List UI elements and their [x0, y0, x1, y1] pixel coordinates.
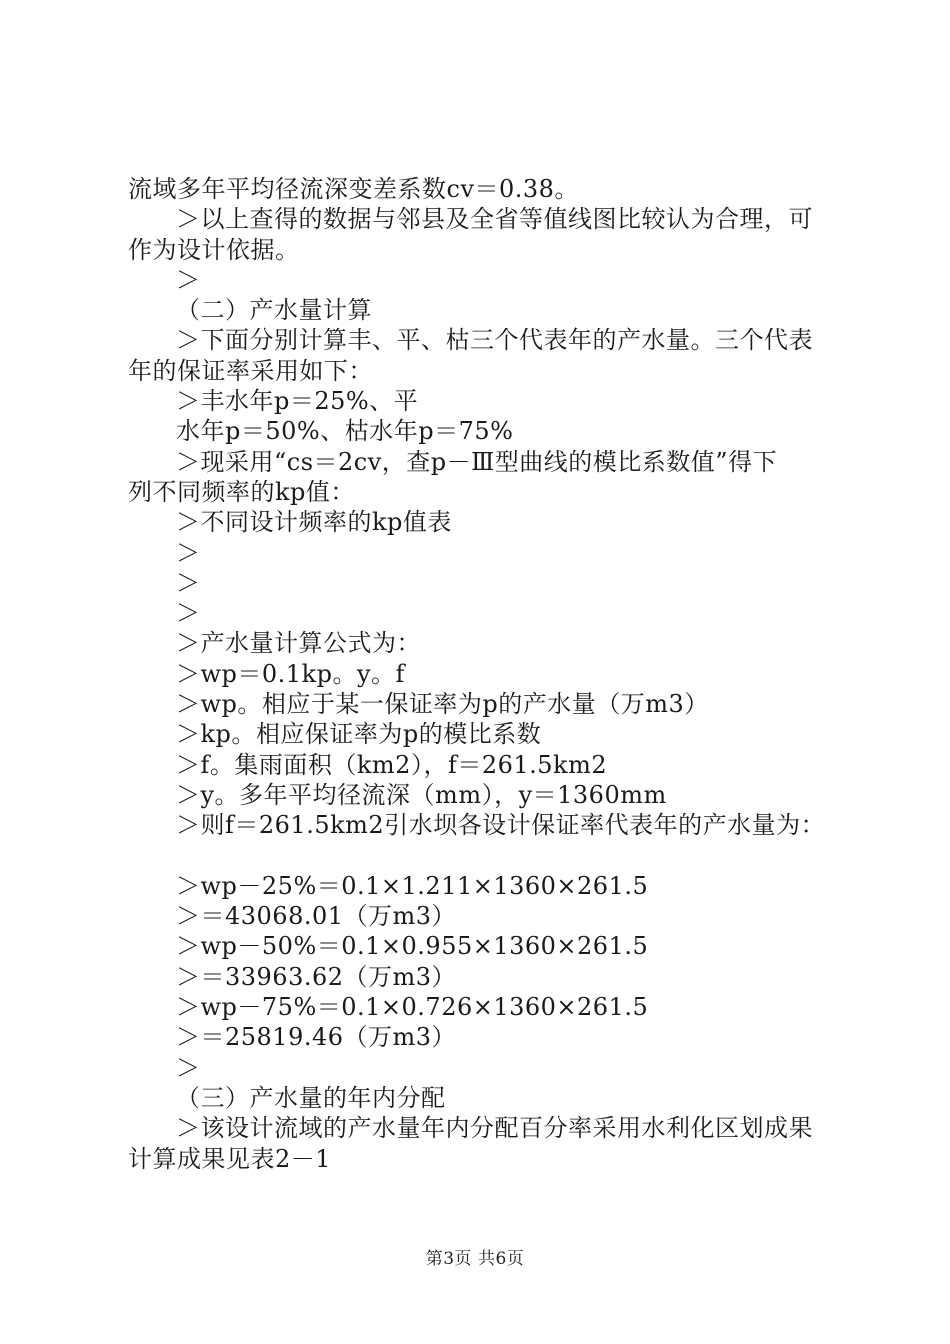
- formula-line: ＞kp。相应保证率为p的模比系数: [176, 720, 542, 749]
- paragraph-line: ＞丰水年p＝25%、平: [176, 387, 419, 416]
- formula-line: ＞＝43068.01（万m3）: [176, 902, 457, 931]
- blank-line: [128, 841, 834, 871]
- page-number-footer: 第3页 共6页: [425, 1249, 525, 1269]
- paragraph-line: 作为设计依据。: [128, 235, 300, 264]
- paragraph-line: ＞则f＝261.5km2引水坝各设计保证率代表年的产水量为：: [176, 811, 826, 840]
- paragraph-line: ＞: [176, 568, 201, 597]
- section-heading: （三）产水量的年内分配: [176, 1083, 446, 1112]
- paragraph-line: 列不同频率的kp值：: [128, 477, 355, 506]
- paragraph-line: ＞: [176, 1053, 201, 1082]
- paragraph-line: ＞下面分别计算丰、平、枯三个代表年的产水量。三个代表: [176, 326, 813, 355]
- formula-line: ＞f。集雨面积（km2），f＝261.5km2: [176, 750, 608, 779]
- formula-line: ＞wp－50%＝0.1×0.955×1360×261.5: [176, 932, 649, 961]
- formula-line: ＞wp。相应于某一保证率为p的产水量（万m3）: [176, 690, 709, 719]
- section-heading: （二）产水量计算: [176, 296, 372, 325]
- paragraph-line: 年的保证率采用如下：: [128, 356, 373, 385]
- formula-line: ＞＝33963.62（万m3）: [176, 962, 457, 991]
- formula-line: ＞y。多年平均径流深（mm），y＝1360mm: [176, 780, 667, 809]
- paragraph-line: ＞: [176, 265, 201, 294]
- paragraph-line: ＞产水量计算公式为：: [176, 629, 421, 658]
- paragraph-line: 水年p＝50%、枯水年p＝75%: [176, 417, 514, 446]
- paragraph-line: ＞不同设计频率的kp值表: [176, 508, 452, 537]
- formula-line: ＞wp＝0.1kp。y。f: [176, 659, 405, 688]
- paragraph-line: ＞: [176, 599, 201, 628]
- paragraph-line: ＞现采用“cs＝2cv，查p－Ⅲ型曲线的模比系数值”得下: [176, 447, 778, 476]
- formula-line: ＞＝25819.46（万m3）: [176, 1023, 457, 1052]
- formula-line: ＞wp－75%＝0.1×0.726×1360×261.5: [176, 993, 649, 1022]
- paragraph-line: 计算成果见表2－1: [128, 1144, 332, 1173]
- paragraph-line: ＞: [176, 538, 201, 567]
- formula-line: ＞wp－25%＝0.1×1.211×1360×261.5: [176, 871, 649, 900]
- document-body: [128, 174, 834, 1174]
- paragraph-line: ＞该设计流域的产水量年内分配百分率采用水利化区划成果: [176, 1114, 813, 1143]
- paragraph-line: ＞以上查得的数据与邻县及全省等值线图比较认为合理，可: [176, 205, 813, 234]
- paragraph-line: 流域多年平均径流深变差系数cv＝0.38。: [128, 175, 579, 203]
